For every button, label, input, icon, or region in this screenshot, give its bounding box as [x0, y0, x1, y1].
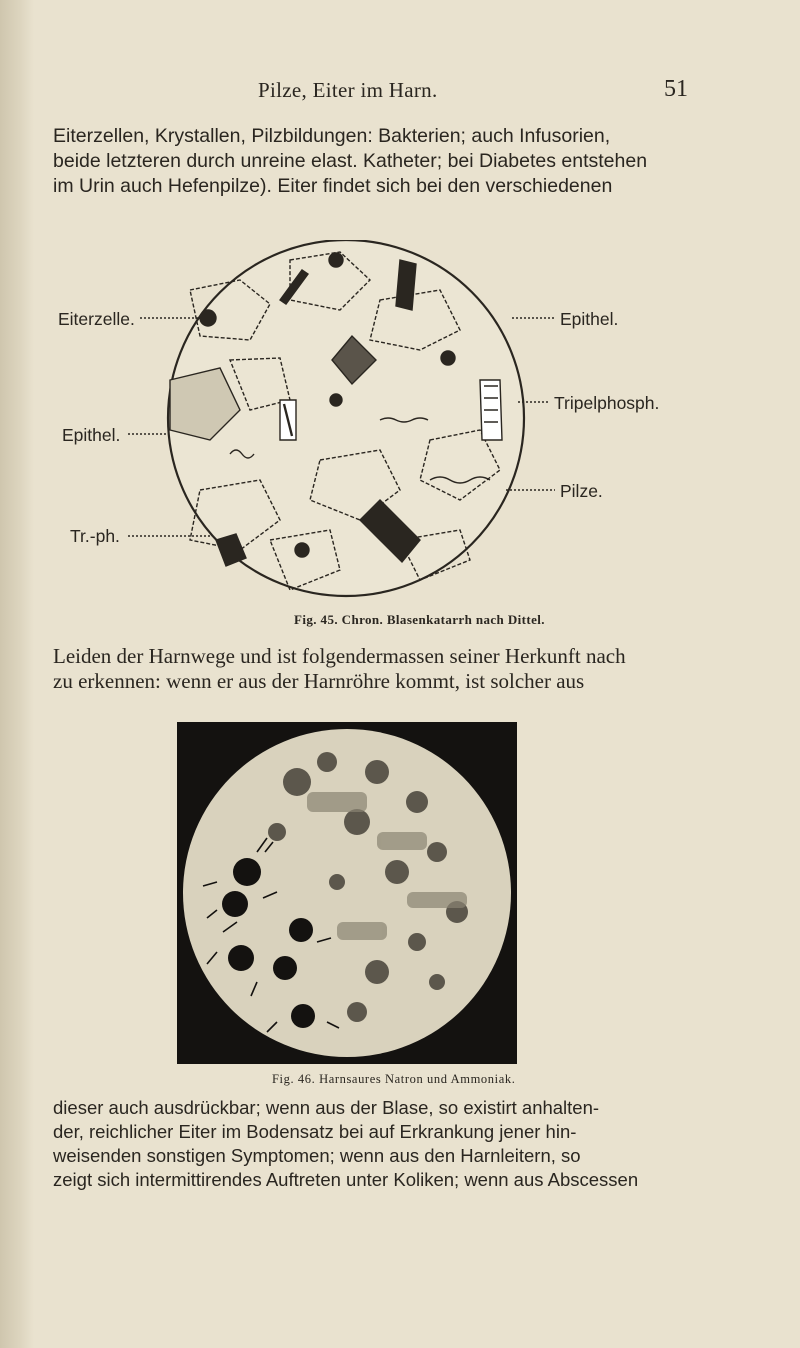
text-line: weisenden sonstigen Symptomen; wenn aus den Harnleitern, so: [53, 1145, 581, 1166]
label-tripelphosphat-left: Tr.-ph.: [70, 526, 120, 546]
text-line: zu erkennen: wenn er aus der Harnröhre kommt, ist solcher aus: [53, 669, 585, 693]
page-number: 51: [664, 76, 688, 102]
text-line: Eiterzellen, Krystallen, Pilzbildungen: Bakterien; auch Infusorien,: [53, 125, 611, 147]
label-pilze: Pilze.: [560, 481, 603, 501]
paragraph-3: [53, 1096, 713, 1192]
text-line: der, reichlicher Eiter im Bodensatz bei auf Erkrankung jener hin-: [53, 1121, 577, 1142]
figure-45-illustration: [40, 240, 740, 600]
label-epithel-left: Epithel.: [62, 425, 121, 445]
page-header: [258, 78, 688, 108]
figure-46-illustration: [177, 722, 517, 1064]
paragraph-2: [53, 644, 713, 694]
label-tripelphosphat-right: Tripelphosph.: [554, 393, 660, 413]
text-line: zeigt sich intermittirendes Auftreten unter Koliken; wenn aus Abscessen: [53, 1169, 639, 1190]
text-line: beide letzteren durch unreine elast. Katheter; bei Diabetes entstehen: [53, 150, 648, 172]
text-line: Leiden der Harnwege und ist folgendermassen seiner Herkunft nach: [53, 644, 626, 668]
figure-46-caption: Fig. 46. Harnsaures Natron und Ammoniak.: [272, 1072, 516, 1086]
label-epithel-right: Epithel.: [560, 309, 619, 329]
label-eiterzelle: Eiterzelle.: [58, 309, 135, 329]
paragraph-1: [53, 124, 713, 199]
text-line: dieser auch ausdrückbar; wenn aus der Blase, so existirt anhalten-: [53, 1097, 600, 1118]
text-line: im Urin auch Hefenpilze). Eiter findet sich bei den verschiedenen: [53, 175, 613, 197]
figure-45-caption: Fig. 45. Chron. Blasenkatarrh nach Dittel.: [294, 612, 545, 627]
page-gutter-shadow: [0, 0, 34, 1348]
running-title: Pilze, Eiter im Harn.: [258, 78, 438, 102]
